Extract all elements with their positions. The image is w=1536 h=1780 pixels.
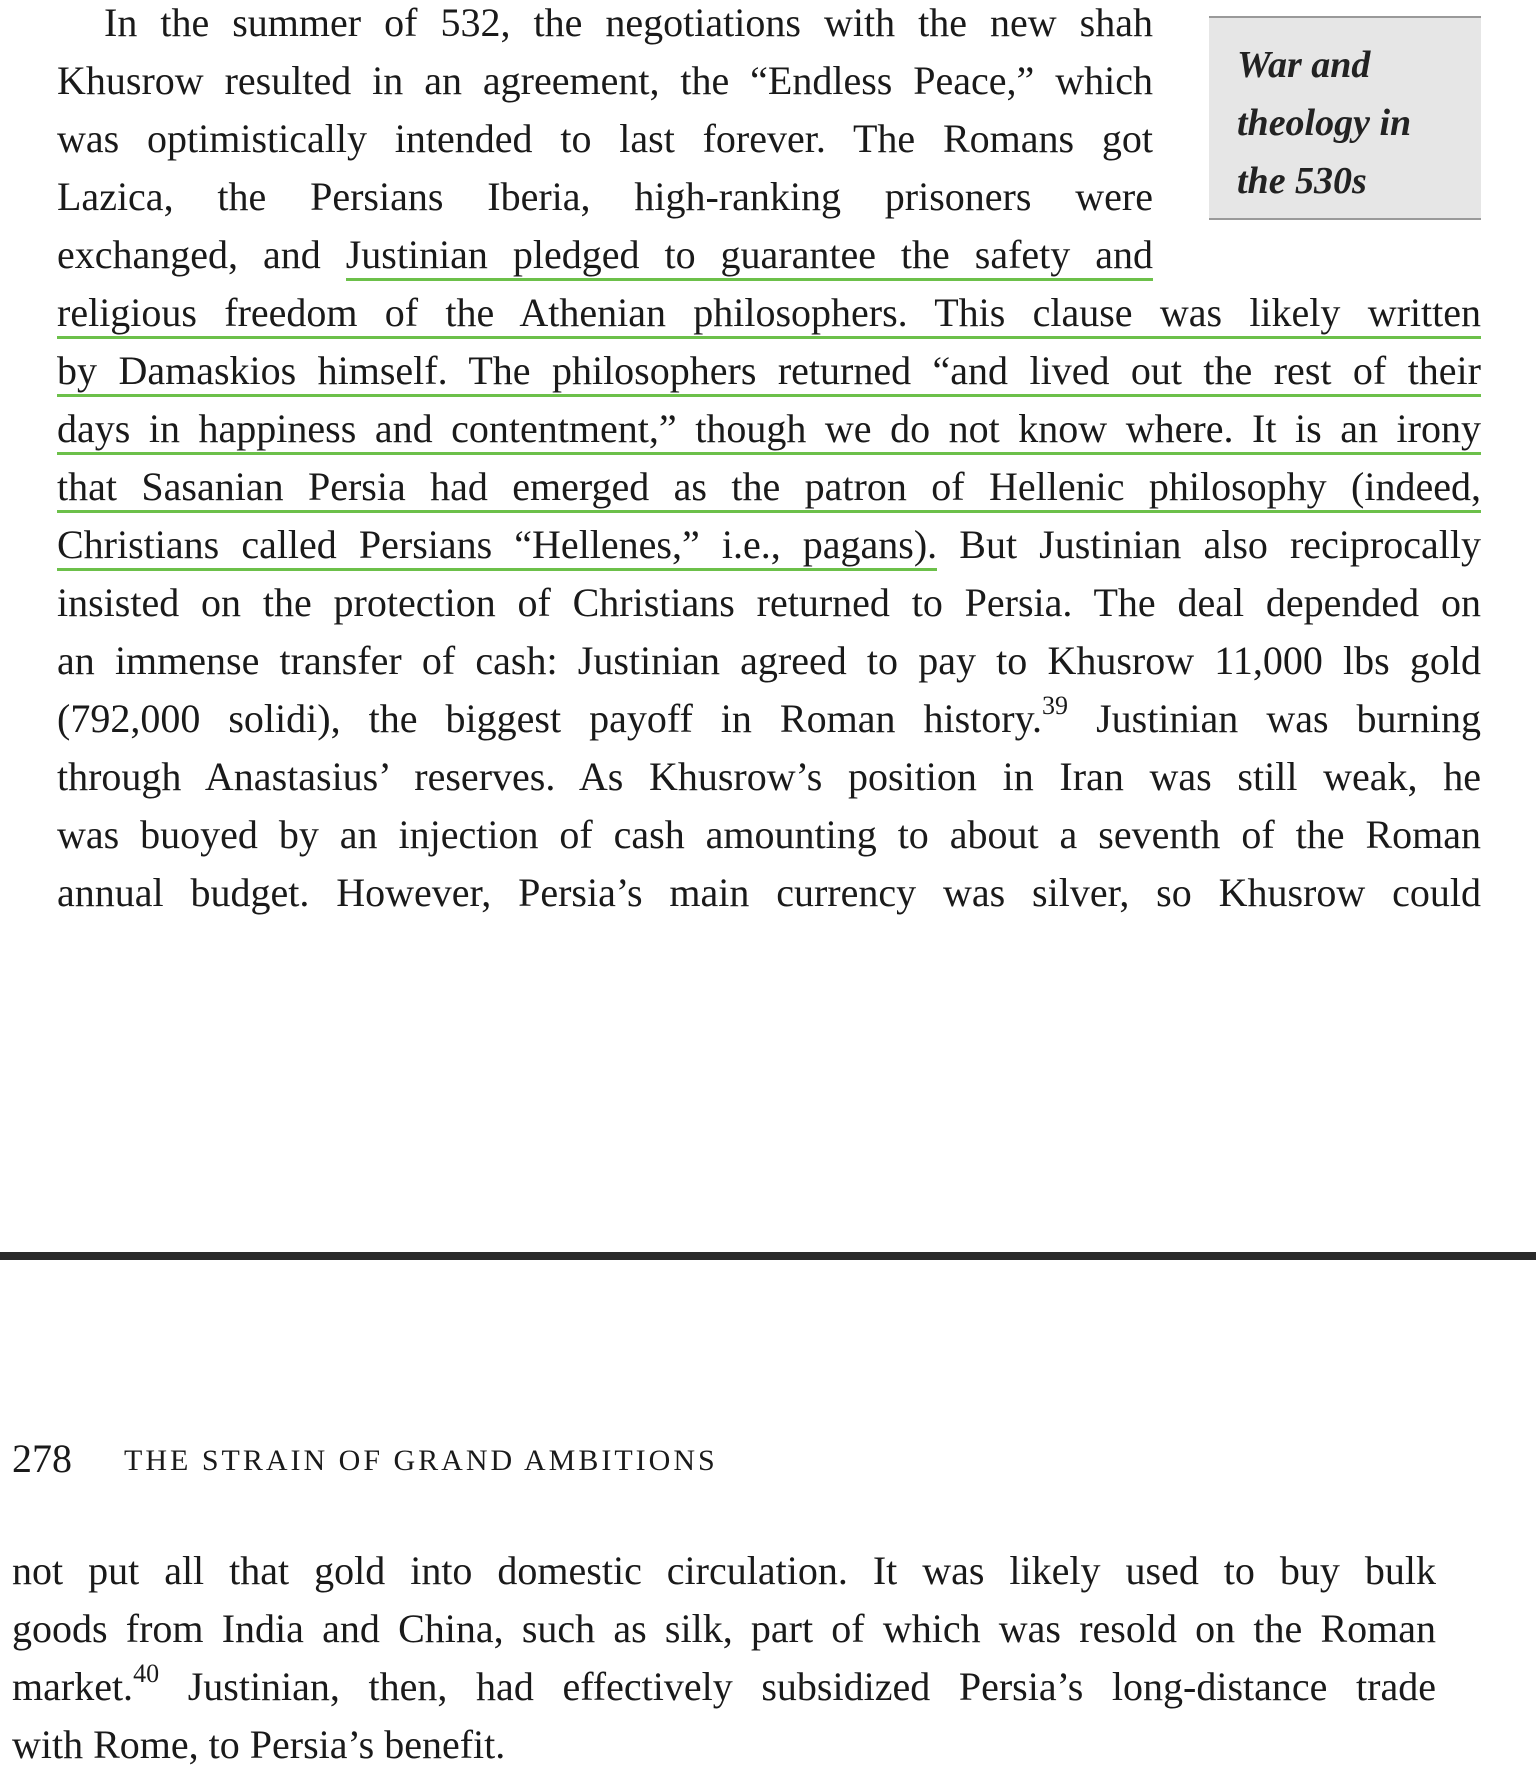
running-head: THE STRAIN OF GRAND AMBITIONS (124, 1444, 718, 1477)
footnote-ref-40[interactable]: 40 (133, 1658, 160, 1688)
highlighted-text[interactable]: by Damaskios himself. The philosophers returned “and lived out the rest of their (57, 348, 1481, 397)
text-line: with Rome, to Persia’s benefit. (12, 1722, 506, 1767)
text-segment: (792,000 solidi), the biggest payoff in Roman history. (57, 696, 1043, 741)
text-line (57, 226, 1153, 284)
text-line (57, 516, 1481, 574)
text-line: through Anastasius’ reserves. As Khusrow’s position in Iran was still weak, he (57, 754, 1481, 799)
footnote-ref-39[interactable]: 39 (1042, 690, 1069, 720)
highlighted-text[interactable]: that Sasanian Persia had emerged as the patron of Hellenic philosophy (indeed, (57, 464, 1481, 513)
text-line (12, 1658, 1436, 1716)
text-segment: But Justinian also reciprocally (937, 522, 1481, 567)
text-line: insisted on the protection of Christians returned to Persia. The deal depended on (57, 580, 1481, 625)
highlighted-text[interactable]: religious freedom of the Athenian philosophers. This clause was likely written (57, 290, 1481, 339)
margin-note (1209, 16, 1481, 220)
text-line (57, 690, 1481, 748)
text-line (57, 284, 1481, 342)
text-segment: Justinian was burning (1068, 696, 1481, 741)
text-line: Lazica, the Persians Iberia, high-ranking prisoners were (57, 174, 1153, 219)
highlighted-text[interactable]: days in happiness and contentment,” though we do not know where. It is an irony (57, 406, 1481, 455)
text-line: In the summer of 532, the negotiations with the new shah (104, 0, 1153, 45)
text-line: an immense transfer of cash: Justinian agreed to pay to Khusrow 11,000 lbs gold (57, 638, 1481, 683)
highlighted-text[interactable]: Christians called Persians “Hellenes,” i.e., pagans). (57, 522, 937, 571)
text-line: goods from India and China, such as silk, part of which was resold on the Roman (12, 1606, 1436, 1651)
text-line: Khusrow resulted in an agreement, the “Endless Peace,” which (57, 58, 1153, 103)
highlighted-text[interactable]: Justinian pledged to guarantee the safety and (346, 232, 1153, 281)
margin-note-line: War and (1237, 44, 1371, 86)
text-line (57, 458, 1481, 516)
text-segment: market. (12, 1664, 134, 1709)
page-number: 278 (12, 1436, 72, 1481)
margin-note-line: the 530s (1237, 160, 1367, 202)
text-line: not put all that gold into domestic circulation. It was likely used to buy bulk (12, 1548, 1436, 1593)
text-segment: exchanged, and (57, 232, 346, 277)
text-line (57, 400, 1481, 458)
page-divider (0, 1252, 1536, 1260)
text-line: was optimistically intended to last forever. The Romans got (57, 116, 1153, 161)
text-line (57, 342, 1481, 400)
text-segment: Justinian, then, had effectively subsidized Persia’s long-distance trade (159, 1664, 1436, 1709)
text-line: annual budget. However, Persia’s main currency was silver, so Khusrow could (57, 870, 1481, 915)
margin-note-line: theology in (1237, 102, 1412, 144)
text-line: was buoyed by an injection of cash amounting to about a seventh of the Roman (57, 812, 1481, 857)
